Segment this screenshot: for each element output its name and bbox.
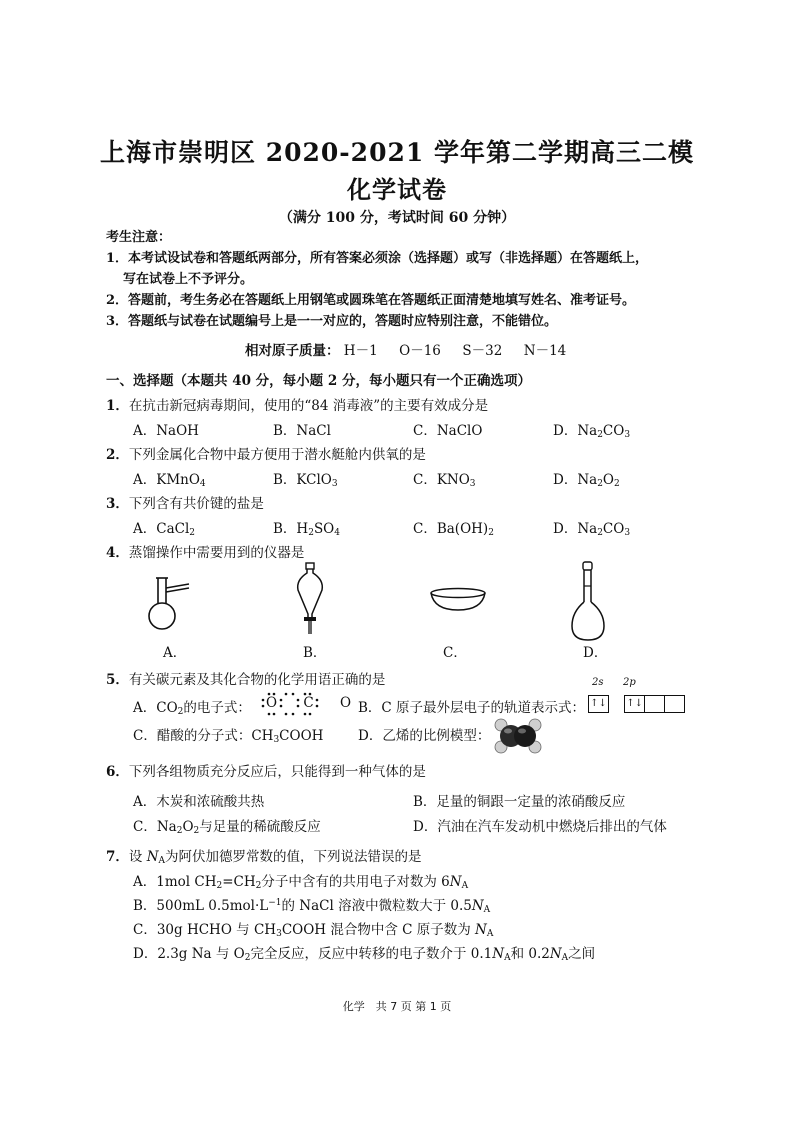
q2-option-c[interactable] bbox=[413, 468, 476, 489]
q7-c-na-sub: A bbox=[486, 929, 494, 939]
q6-c-mid: O bbox=[182, 819, 194, 835]
q2-c-prefix: C．KNO bbox=[413, 472, 470, 488]
question-2-number: 2． bbox=[106, 447, 129, 463]
q3-a-sub: 2 bbox=[189, 528, 196, 538]
q4-option-c[interactable]: C． bbox=[443, 645, 467, 661]
q1-option-b[interactable]: B．NaCl bbox=[273, 423, 331, 439]
q5-option-b[interactable]: B．C 原子最外层电子的轨道表示式： bbox=[358, 700, 586, 716]
q5-c-sub: 3 bbox=[273, 735, 280, 745]
question-7-stem bbox=[106, 845, 422, 866]
q7-stem-prefix: 设 bbox=[128, 849, 147, 865]
notice-item-3: 3．答题纸与试卷在试题编号上是一一对应的，答题时应特别注意，不能错位。 bbox=[106, 314, 558, 329]
q7-b-na-sub: A bbox=[483, 905, 491, 915]
orbital-box-2p-2 bbox=[644, 695, 665, 713]
q2-option-b[interactable] bbox=[273, 468, 338, 489]
question-3-stem bbox=[106, 492, 264, 512]
q1-d-prefix: D．Na bbox=[553, 423, 598, 439]
page-footer: 化学 共 7 页 第 1 页 bbox=[342, 1000, 452, 1013]
q6-option-d[interactable]: D．汽油在汽车发动机中燃烧后排出的气体 bbox=[413, 819, 667, 835]
q5-c-text: C．醋酸的分子式：CH bbox=[133, 728, 274, 744]
orbital-box-2p-3 bbox=[664, 695, 685, 713]
q7-d-na-1: N bbox=[492, 946, 505, 962]
q1-d-mid: CO bbox=[602, 423, 625, 439]
atomic-mass-s: S－32 bbox=[462, 343, 503, 359]
question-4-number: 4． bbox=[106, 545, 129, 561]
q7-na-sub: A bbox=[158, 856, 166, 866]
q7-d-and: 和 0.2 bbox=[510, 946, 550, 962]
q2-d-prefix: D．Na bbox=[553, 472, 598, 488]
question-1-stem bbox=[106, 394, 488, 414]
q3-d-sub2: 3 bbox=[624, 528, 631, 538]
atomic-mass-label: 相对原子质量： bbox=[245, 343, 340, 359]
q3-d-sub1: 2 bbox=[597, 528, 603, 538]
q3-option-c[interactable] bbox=[413, 517, 494, 538]
orbital-diagram bbox=[588, 693, 684, 713]
orbital-box-2s: ↑↓ bbox=[588, 695, 609, 713]
q3-b-prefix: B．H bbox=[273, 521, 309, 537]
q7-c-na: N bbox=[475, 922, 487, 938]
atomic-mass-line bbox=[245, 339, 566, 359]
q1-option-d[interactable] bbox=[553, 419, 630, 440]
atomic-mass-n: N－14 bbox=[523, 343, 567, 359]
question-5-stem bbox=[106, 668, 385, 688]
q3-d-mid: CO bbox=[602, 521, 625, 537]
q7-c-prefix: C．30g HCHO 与 CH bbox=[133, 922, 277, 938]
q7-d-na-sub-1: A bbox=[504, 953, 511, 963]
q6-c-sub2: 2 bbox=[193, 826, 200, 836]
q3-a-prefix: A．CaCl bbox=[133, 521, 190, 537]
q1-option-c[interactable]: C．NaClO bbox=[413, 423, 483, 439]
q7-na: N bbox=[146, 849, 159, 865]
q3-b-mid: SO bbox=[313, 521, 335, 537]
q6-c-suffix: 与足量的稀硫酸反应 bbox=[199, 819, 321, 835]
question-1-number: 1． bbox=[106, 398, 129, 414]
orbital-label-2p: 2p bbox=[623, 677, 636, 688]
ethylene-model-icon bbox=[492, 717, 544, 755]
q2-d-sub2: 2 bbox=[614, 479, 620, 489]
notice-item-1: 1．本考试设试卷和答题纸两部分，所有答案必须涂（选择题）或写（非选择题）在答题纸上， bbox=[106, 251, 649, 266]
notice-heading: 考生注意： bbox=[106, 230, 172, 245]
q4-option-d[interactable]: D． bbox=[583, 645, 608, 661]
question-5-text: 有关碳元素及其化合物的化学用语正确的是 bbox=[128, 672, 386, 688]
q6-option-c[interactable] bbox=[133, 815, 321, 836]
separatory-funnel-icon[interactable] bbox=[293, 562, 327, 636]
exam-title: 上海市崇明区 2020-2021 学年第二学期高三二模 bbox=[100, 138, 694, 167]
q7-a-na-sub: A bbox=[461, 881, 469, 891]
q7-d-sub: 2 bbox=[244, 953, 251, 963]
q2-d-sub1: 2 bbox=[597, 479, 603, 489]
q7-option-c[interactable] bbox=[133, 918, 493, 939]
question-2-text: 下列金属化合物中最方便用于潜水艇舱内供氧的是 bbox=[128, 447, 426, 463]
co2-atoms: O C O bbox=[266, 695, 363, 711]
q2-b-sub: 3 bbox=[331, 479, 338, 489]
q7-a-sub1: 2 bbox=[216, 881, 223, 891]
q5-c-suffix: COOH bbox=[279, 728, 324, 744]
q1-d-sub2: 3 bbox=[624, 430, 631, 440]
notice-item-2: 2．答题前，考生务必在答题纸上用钢笔或圆珠笔在答题纸正面清楚地填写姓名、准考证号。 bbox=[106, 293, 636, 308]
q6-option-a[interactable]: A．木炭和浓硫酸共热 bbox=[133, 794, 265, 810]
q6-c-sub1: 2 bbox=[176, 826, 183, 836]
q2-option-a[interactable] bbox=[133, 468, 206, 489]
question-6-stem bbox=[106, 760, 426, 780]
volumetric-flask-icon[interactable] bbox=[568, 560, 608, 642]
q2-option-d[interactable] bbox=[553, 468, 620, 489]
q7-stem-suffix: 为阿伏加德罗常数的值，下列说法错误的是 bbox=[165, 849, 422, 865]
q7-a-sub2: 2 bbox=[255, 881, 262, 891]
q2-c-sub: 3 bbox=[469, 479, 476, 489]
q7-a-mid: =CH bbox=[222, 874, 256, 890]
q7-b-na: N bbox=[471, 898, 484, 914]
q7-d-na-2: N bbox=[549, 946, 562, 962]
q7-option-a[interactable] bbox=[133, 870, 468, 891]
q2-d-mid: O bbox=[602, 472, 614, 488]
evaporating-dish-icon[interactable] bbox=[428, 586, 488, 614]
q2-a-prefix: A．KMnO bbox=[133, 472, 200, 488]
q7-a-prefix: A．1mol CH bbox=[133, 874, 217, 890]
q5-option-c[interactable] bbox=[133, 724, 323, 745]
q4-option-a[interactable]: A． bbox=[163, 645, 187, 661]
atomic-mass-h: H－1 bbox=[343, 343, 378, 359]
q5-option-d[interactable]: D．乙烯的比例模型： bbox=[358, 728, 491, 744]
notice-item-1-cont: 写在试卷上不予评分。 bbox=[123, 272, 254, 287]
q7-c-sub: 3 bbox=[276, 929, 282, 939]
question-4-stem bbox=[106, 541, 304, 561]
q7-option-d[interactable] bbox=[133, 942, 595, 963]
atomic-mass-o: O－16 bbox=[399, 343, 441, 359]
q5-option-a[interactable] bbox=[133, 696, 251, 717]
distillation-flask-icon[interactable] bbox=[145, 574, 195, 634]
question-6-number: 6． bbox=[106, 764, 129, 780]
q5-a-suffix: 的电子式： bbox=[183, 700, 251, 716]
q7-c-suffix: COOH 混合物中含 C 原子数为 bbox=[281, 922, 476, 938]
q3-option-a[interactable] bbox=[133, 517, 195, 538]
section-1-heading: 一、选择题（本题共 40 分，每小题 2 分，每小题只有一个正确选项） bbox=[106, 373, 531, 389]
q2-a-sub: 4 bbox=[199, 479, 206, 489]
q3-option-d[interactable] bbox=[553, 517, 630, 538]
question-3-number: 3． bbox=[106, 496, 129, 512]
q7-a-na: N bbox=[449, 874, 462, 890]
q3-d-prefix: D．Na bbox=[553, 521, 598, 537]
q3-b-sub1: 2 bbox=[308, 528, 314, 538]
question-7-number: 7． bbox=[106, 849, 129, 865]
q7-option-b[interactable] bbox=[133, 894, 490, 915]
q1-option-a[interactable]: A．NaOH bbox=[133, 423, 199, 439]
q2-b-prefix: B．KClO bbox=[273, 472, 332, 488]
q1-d-sub1: 2 bbox=[597, 430, 603, 440]
q7-d-na-sub-2: A bbox=[561, 953, 569, 963]
q3-c-prefix: C．Ba(OH) bbox=[413, 521, 489, 537]
q3-c-sub: 2 bbox=[488, 528, 494, 538]
q7-b-suffix: 的 NaCl 溶液中微粒数大于 0.5 bbox=[281, 898, 472, 914]
q5-a-prefix: A．CO bbox=[133, 700, 178, 716]
q7-d-prefix: D．2.3g Na 与 O bbox=[133, 946, 245, 962]
q3-option-b[interactable] bbox=[273, 517, 340, 538]
q7-d-suffix: 之间 bbox=[568, 946, 596, 962]
q7-a-suffix: 分子中含有的共用电子对数为 6 bbox=[261, 874, 450, 890]
q7-d-mid: 完全反应，反应中转移的电子数介于 0.1 bbox=[250, 946, 493, 962]
q7-b-prefix: B．500mL 0.5mol·L bbox=[133, 898, 269, 914]
q6-c-prefix: C．Na bbox=[133, 819, 177, 835]
co2-electron-formula bbox=[259, 691, 363, 717]
question-2-stem bbox=[106, 443, 426, 463]
orbital-box-2p-1: ↑↓ bbox=[624, 695, 645, 713]
question-1-text: 在抗击新冠病毒期间，使用的“84 消毒液”的主要有效成分是 bbox=[128, 398, 489, 414]
question-6-text: 下列各组物质充分反应后，只能得到一种气体的是 bbox=[128, 764, 426, 780]
question-5-number: 5． bbox=[106, 672, 129, 688]
question-4-text: 蒸馏操作中需要用到的仪器是 bbox=[128, 545, 305, 561]
q4-option-b[interactable]: B． bbox=[303, 645, 327, 661]
q5-a-sub: 2 bbox=[177, 707, 184, 717]
question-3-text: 下列含有共价键的盐是 bbox=[128, 496, 264, 512]
exam-meta: （满分 100 分，考试时间 60 分钟） bbox=[278, 210, 516, 226]
q3-b-sub2: 4 bbox=[334, 528, 340, 538]
q7-b-sup: −1 bbox=[268, 898, 282, 908]
q6-option-b[interactable]: B．足量的铜跟一定量的浓硝酸反应 bbox=[413, 794, 626, 810]
subject-title: 化学试卷 bbox=[347, 175, 447, 204]
orbital-label-2s: 2s bbox=[592, 677, 604, 688]
